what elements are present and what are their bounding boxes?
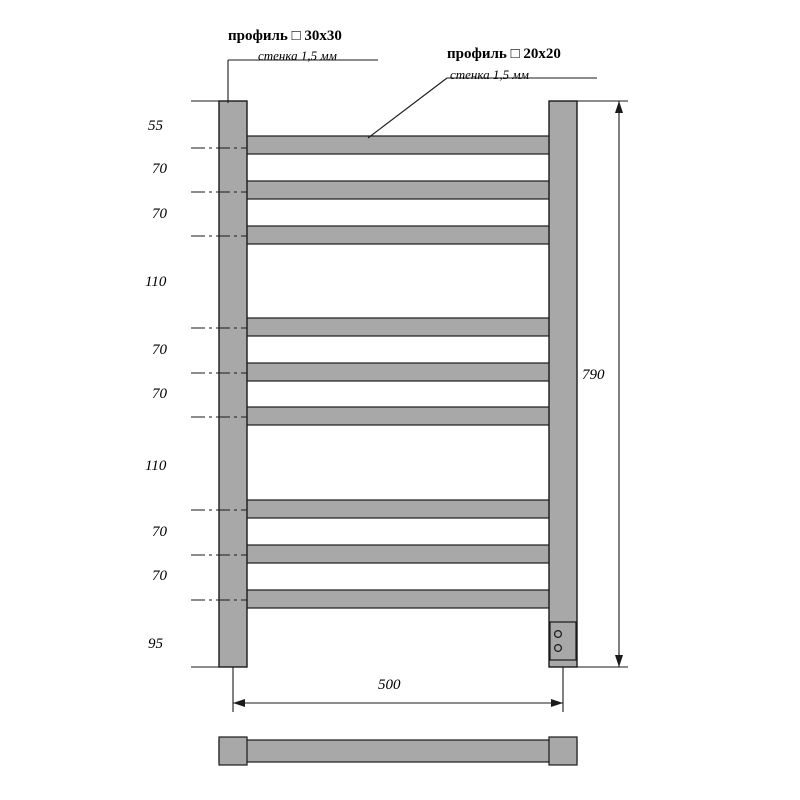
dimension-label: 70 — [152, 386, 167, 402]
callout-profile-30-sub: стенка 1,5 мм — [258, 48, 337, 63]
overall-height-label: 790 — [582, 367, 605, 383]
callout-leaders — [228, 60, 597, 138]
callout-profile-20-sub: стенка 1,5 мм — [450, 67, 529, 82]
dimension-label: 70 — [152, 342, 167, 358]
overall-width-label: 500 — [378, 677, 401, 693]
dimension-label: 70 — [152, 524, 167, 540]
dimension-label: 70 — [152, 161, 167, 177]
rung — [232, 226, 568, 244]
dimension-label: 55 — [148, 118, 163, 134]
rung — [232, 545, 568, 563]
callout-profile-20-title: профиль □ 20x20 — [447, 46, 561, 62]
dimension-label: 70 — [152, 568, 167, 584]
rung — [232, 181, 568, 199]
callout-profile-30-title: профиль □ 30x30 — [228, 28, 342, 44]
rung — [232, 136, 568, 154]
rung — [232, 363, 568, 381]
rung — [232, 318, 568, 336]
rung — [232, 500, 568, 518]
left-post — [219, 101, 247, 667]
rung — [232, 407, 568, 425]
top-view — [219, 737, 577, 765]
dimension-label: 70 — [152, 206, 167, 222]
right-post — [549, 101, 577, 667]
rungs-group — [232, 136, 568, 608]
dimension-label: 95 — [148, 636, 163, 652]
dimension-label: 110 — [145, 458, 167, 474]
front-view — [219, 101, 577, 667]
rung — [232, 590, 568, 608]
control-panel[interactable] — [550, 622, 576, 660]
dimension-label: 110 — [145, 274, 167, 290]
